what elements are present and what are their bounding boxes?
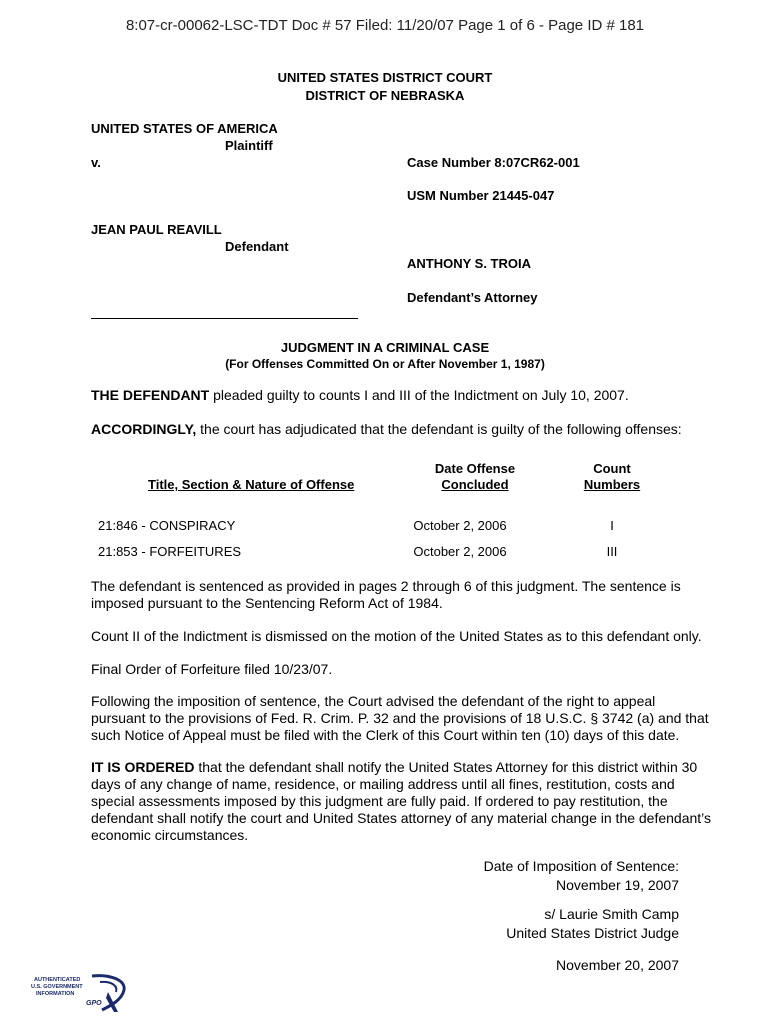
plaintiff-role: Plaintiff (225, 138, 273, 153)
plaintiff-name: UNITED STATES OF AMERICA (91, 121, 278, 136)
paragraph-line: days of any change of name, residence, or mailing address until all fines, restitution, costs and (91, 776, 675, 792)
signer-name: s/ Laurie Smith Camp (544, 906, 679, 922)
caption-divider (91, 318, 358, 319)
gpo-line3: INFORMATION (36, 991, 75, 997)
versus: v. (91, 155, 101, 170)
ordered-first-text: that the defendant shall notify the United States Attorney for this district within 30 (194, 759, 698, 775)
paragraph-line: economic circumstances. (91, 827, 249, 843)
attorney-name: ANTHONY S. TROIA (407, 256, 531, 271)
offense-cell: 21:853 - FORFEITURES (98, 544, 242, 559)
count-cell: I (610, 518, 614, 533)
gpo-line2: U.S. GOVERNMENT (31, 984, 83, 990)
sentence-paragraph (91, 578, 681, 612)
header-count-line1: Count (593, 461, 631, 476)
appeal-paragraph (91, 693, 709, 744)
paragraph-line: Final Order of Forfeiture filed 10/23/07. (91, 661, 333, 677)
defendant-plea (91, 387, 629, 403)
accordingly-lead: ACCORDINGLY, (91, 421, 197, 437)
attorney-role: Defendant’s Attorney (407, 290, 538, 305)
docket-stamp: 8:07-cr-00062-LSC-TDT Doc # 57 Filed: 11/20/07 Page 1 of 6 - Page ID # 181 (125, 17, 645, 34)
header-date-line2: Concluded (441, 477, 509, 492)
ordered-paragraph (91, 759, 712, 844)
imposition-block (484, 857, 679, 895)
paragraph-line: Count II of the Indictment is dismissed on the motion of the United States as to this defendant only. (91, 628, 702, 644)
court-name: UNITED STATES DISTRICT COURT (277, 70, 493, 85)
paragraph-line (91, 759, 698, 776)
paragraph-line: pursuant to the provisions of Fed. R. Crim. P. 32 and the provisions of 18 U.S.C. § 3742 (a) and that (91, 710, 709, 726)
signer-title: United States District Judge (506, 925, 679, 941)
defendant-role: Defendant (225, 239, 289, 254)
header-title-section: Title, Section & Nature of Offense (148, 477, 355, 492)
ordered-lead: IT IS ORDERED (91, 759, 195, 775)
gpo-eagle-icon (30, 972, 140, 1014)
defendant-plea-lead: THE DEFENDANT (91, 387, 210, 403)
judgment-subtitle: (For Offenses Committed On or After November 1, 1987) (225, 357, 545, 371)
gpo-line1: AUTHENTICATED (34, 977, 81, 983)
dismissal-paragraph (91, 628, 702, 645)
header-count-line2: Numbers (583, 477, 641, 492)
accordingly-statement (91, 421, 682, 437)
paragraph-line: defendant shall notify the court and United States attorney of any material change in the defendant’s (91, 810, 712, 826)
defendant-plea-text: pleaded guilty to counts I and III of the Indictment on July 10, 2007. (209, 387, 629, 403)
forfeiture-paragraph (91, 661, 681, 678)
paragraph-line: such Notice of Appeal must be filed with the Clerk of this Court within ten (10) days of this date. (91, 727, 680, 743)
header-date-line1: Date Offense (434, 461, 516, 476)
paragraph-line: The defendant is sentenced as provided in pages 2 through 6 of this judgment. The sentence is (91, 578, 681, 594)
offense-cell: 21:846 - CONSPIRACY (98, 518, 236, 533)
imposition-date: November 19, 2007 (556, 877, 679, 893)
defendant-name: JEAN PAUL REAVILL (91, 222, 222, 237)
court-district: DISTRICT OF NEBRASKA (305, 88, 465, 103)
judgment-title: JUDGMENT IN A CRIMINAL CASE (280, 340, 490, 355)
case-number: Case Number 8:07CR62-001 (407, 155, 580, 170)
count-cell: III (606, 544, 618, 559)
paragraph-line: special assessments imposed by this judgment are fully paid. If ordered to pay restitution, the (91, 793, 668, 809)
paragraph-line: imposed pursuant to the Sentencing Reform Act of 1984. (91, 595, 443, 611)
imposition-label: Date of Imposition of Sentence: (483, 858, 679, 874)
date-cell: October 2, 2006 (413, 518, 507, 533)
signature-block (506, 905, 679, 943)
paragraph-line: Following the imposition of sentence, the Court advised the defendant of the right to appeal (91, 693, 656, 709)
signed-date: November 20, 2007 (556, 957, 679, 973)
gpo-authentication-logo (30, 972, 140, 1014)
usm-number: USM Number 21445-047 (407, 188, 555, 203)
accordingly-text: the court has adjudicated that the defendant is guilty of the following offenses: (196, 421, 682, 437)
date-cell: October 2, 2006 (413, 544, 507, 559)
gpo-mark: GPO (86, 1000, 102, 1007)
